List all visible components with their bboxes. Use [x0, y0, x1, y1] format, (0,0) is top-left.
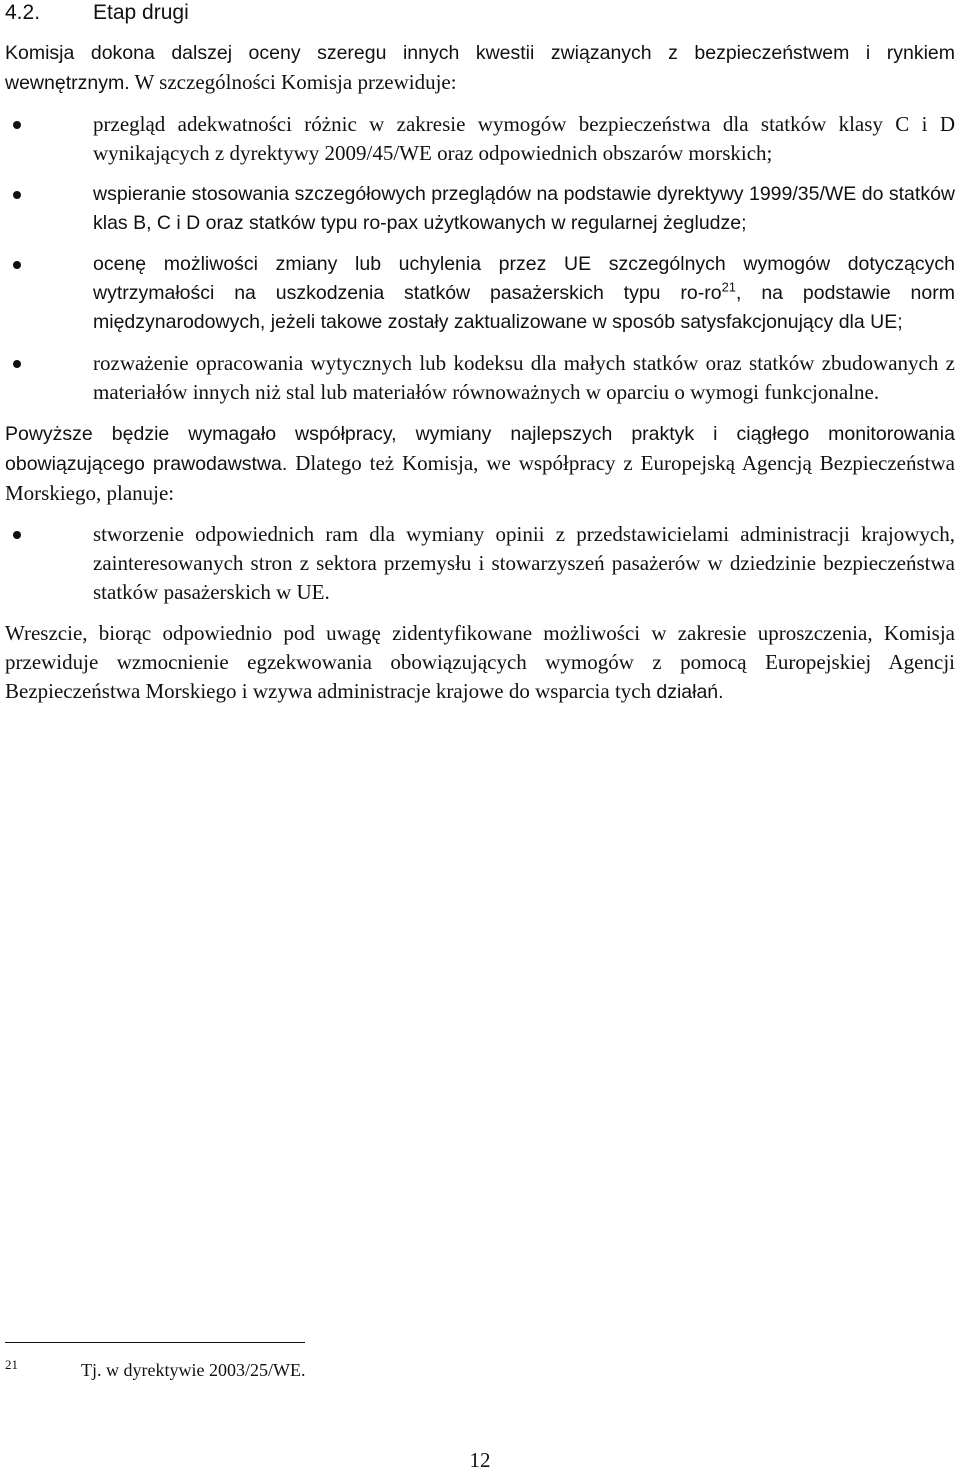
footnote-divider [5, 1342, 305, 1343]
list-item [5, 110, 955, 168]
bullet-icon [13, 531, 21, 539]
intro-serif-text: W szczególności Komisja przewiduje: [129, 70, 457, 94]
footnote-text: Tj. w dyrektywie 2003/25/WE. [81, 1360, 306, 1380]
cooperation-sans-text: Powyższe będzie wymagało współpracy, wymiany najlepszych praktyk i ciągłego monitorowania obowiązującego prawodawstwa. [5, 423, 955, 475]
section-title: Etap drugi [93, 1, 189, 24]
list-item-text: wspieranie stosowania szczegółowych przeglądów na podstawie dyrektywy 1999/35/WE do statków klas B, C i D oraz statków typu ro-pax użytkowanych w regularnej żegludze; [93, 183, 955, 234]
commission-plans-list [5, 110, 955, 407]
section-heading [5, 0, 955, 28]
bullet-icon [13, 261, 21, 269]
list-item [5, 349, 955, 407]
list-item [5, 180, 955, 238]
bullet-icon [13, 360, 21, 368]
intro-paragraph [5, 38, 955, 98]
agency-plans-list [5, 520, 955, 607]
list-item-text: przegląd adekwatności różnic w zakresie wymogów bezpieczeństwa dla statków klasy C i D wynikających z dyrektywy 2009/45/WE oraz odpowiednich obszarów morskich; [93, 112, 955, 165]
list-item-text: stworzenie odpowiednich ram dla wymiany opinii z przedstawicielami administracji krajowych, zainteresowanych stron z sektora przemysłu i stowarzyszeń pasażerów w dziedzinie bezpieczeństwa statków pasażerskich w UE. [93, 522, 955, 604]
document-page [5, 0, 955, 707]
list-item-text-continued: , na podstawie norm międzynarodowych, jeżeli takowe zostały zaktualizowane w sposób satysfakcjonujący dla UE; [93, 282, 955, 333]
list-item [5, 250, 955, 337]
intro-sans-text: Komisja dokona dalszej oceny szeregu innych kwestii związanych z bezpieczeństwem i rynkiem wewnętrznym. [5, 42, 955, 94]
list-item-text: rozważenie opracowania wytycznych lub kodeksu dla małych statków oraz statków zbudowanych z materiałów innych niż stal lub materiałów równoważnych w oparciu o wymogi funkcjonalne. [93, 351, 955, 404]
cooperation-serif-text: Dlatego też Komisja, we współpracy z Europejską Agencją Bezpieczeństwa Morskiego, planuje: [5, 451, 955, 505]
list-item [5, 520, 955, 607]
page-number: 12 [469, 1448, 491, 1472]
cooperation-paragraph [5, 419, 955, 508]
bullet-icon [13, 191, 21, 199]
bullet-icon [13, 121, 21, 129]
closing-paragraph [5, 619, 955, 707]
list-item-text: ocenę możliwości zmiany lub uchylenia przez UE szczególnych wymogów dotyczących wytrzymałości na uszkodzenia statków pasażerskich typu ro-ro [93, 253, 955, 304]
footnote-mark: 21 [5, 1357, 18, 1372]
closing-serif-text: Wreszcie, biorąc odpowiednio pod uwagę zidentyfikowane możliwości w zakresie uproszczenia, Komisja przewiduje wzmocnienie egzekwowania obowiązujących wymogów z pomocą Europejskiej Agencji Bezpieczeństwa Morskiego i wzywa administracje krajowe do wsparcia tych [5, 621, 955, 703]
section-number: 4.2. [5, 1, 41, 24]
closing-sans-text: działań. [656, 681, 724, 703]
footnote-reference[interactable]: 21 [721, 279, 737, 295]
